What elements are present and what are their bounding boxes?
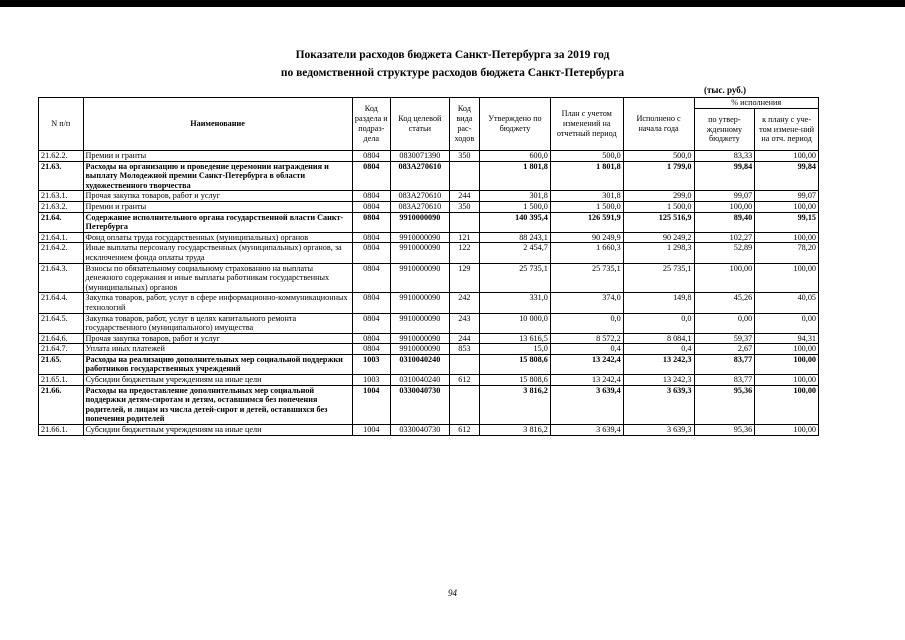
cell-type: 243 (449, 313, 479, 333)
cell-pct-plan: 0,00 (755, 313, 819, 333)
table-row (39, 212, 819, 232)
table-row (39, 201, 819, 212)
cell-name: Содержание исполнительного органа государственной власти Санкт-Петербурга (83, 212, 352, 232)
table-row (39, 191, 819, 202)
header-pct-approved: по утвер-жденному бюджету (694, 109, 755, 151)
cell-executed: 0,0 (623, 313, 694, 333)
table-row (39, 344, 819, 355)
cell-approved: 88 243,1 (480, 232, 551, 243)
cell-type (449, 354, 479, 374)
cell-target: 9910000090 (391, 212, 450, 232)
cell-pct-approved: 99,07 (694, 191, 755, 202)
budget-table (38, 97, 819, 436)
cell-section: 0804 (352, 191, 390, 202)
cell-plan: 3 639,4 (550, 385, 623, 424)
cell-section: 1003 (352, 354, 390, 374)
cell-name: Расходы на организацию и проведение церемонии награждения и выплату Молодежной премии Санкт-Петербурга в области художественного творчества (83, 161, 352, 191)
table-row (39, 354, 819, 374)
cell-pct-approved: 83,77 (694, 354, 755, 374)
cell-pct-plan: 100,00 (755, 263, 819, 293)
cell-target: 9910000090 (391, 333, 450, 344)
cell-target: 0830071390 (391, 151, 450, 162)
cell-pct-plan: 100,00 (755, 201, 819, 212)
cell-approved: 1 500,0 (480, 201, 551, 212)
cell-executed: 1 500,0 (623, 201, 694, 212)
cell-executed: 299,0 (623, 191, 694, 202)
cell-pct-approved: 45,26 (694, 293, 755, 313)
cell-name: Закупка товаров, работ, услуг в целях капитального ремонта государственного (муниципального) имущества (83, 313, 352, 333)
cell-pct-approved: 99,84 (694, 161, 755, 191)
cell-executed: 149,8 (623, 293, 694, 313)
cell-target: 9910000090 (391, 243, 450, 263)
table-row (39, 151, 819, 162)
cell-name: Взносы по обязательному социальному страхованию на выплаты денежного содержания и иные выплаты работникам государственных (муниципальных) органов (83, 263, 352, 293)
cell-num: 21.65.1. (39, 375, 84, 386)
cell-type: 853 (449, 344, 479, 355)
cell-executed: 3 639,3 (623, 385, 694, 424)
cell-plan: 13 242,4 (550, 354, 623, 374)
cell-num: 21.64.6. (39, 333, 84, 344)
cell-approved: 301,8 (480, 191, 551, 202)
cell-executed: 25 735,1 (623, 263, 694, 293)
cell-executed: 500,0 (623, 151, 694, 162)
cell-type (449, 161, 479, 191)
header-section: Код раздела и подраз-дела (352, 98, 390, 151)
cell-executed: 1 298,3 (623, 243, 694, 263)
cell-type (449, 385, 479, 424)
cell-plan: 1 801,8 (550, 161, 623, 191)
cell-section: 0804 (352, 263, 390, 293)
cell-pct-approved: 100,00 (694, 201, 755, 212)
cell-section: 0804 (352, 201, 390, 212)
cell-executed: 3 639,3 (623, 425, 694, 436)
cell-plan: 374,0 (550, 293, 623, 313)
table-row (39, 425, 819, 436)
cell-approved: 15,0 (480, 344, 551, 355)
cell-section: 0804 (352, 313, 390, 333)
cell-num: 21.65. (39, 354, 84, 374)
cell-approved: 3 816,2 (480, 425, 551, 436)
cell-section: 0804 (352, 293, 390, 313)
cell-pct-approved: 89,40 (694, 212, 755, 232)
cell-target: 9910000090 (391, 344, 450, 355)
cell-num: 21.62.2. (39, 151, 84, 162)
cell-pct-plan: 100,00 (755, 344, 819, 355)
cell-approved: 1 801,8 (480, 161, 551, 191)
cell-name: Уплата иных платежей (83, 344, 352, 355)
cell-plan: 13 242,4 (550, 375, 623, 386)
header-percent-group: % исполнения (694, 98, 819, 109)
cell-pct-approved: 83,77 (694, 375, 755, 386)
cell-executed: 125 516,9 (623, 212, 694, 232)
cell-target: 9910000090 (391, 313, 450, 333)
cell-plan: 0,0 (550, 313, 623, 333)
cell-pct-approved: 95,36 (694, 385, 755, 424)
cell-section: 0804 (352, 344, 390, 355)
cell-section: 0804 (352, 212, 390, 232)
header-pct-plan: к плану с уче-том измене-ний на отч. период (755, 109, 819, 151)
cell-plan: 25 735,1 (550, 263, 623, 293)
cell-approved: 3 816,2 (480, 385, 551, 424)
cell-plan: 126 591,9 (550, 212, 623, 232)
cell-executed: 1 799,0 (623, 161, 694, 191)
cell-pct-plan: 99,15 (755, 212, 819, 232)
cell-approved: 600,0 (480, 151, 551, 162)
cell-num: 21.63. (39, 161, 84, 191)
cell-executed: 90 249,2 (623, 232, 694, 243)
cell-plan: 500,0 (550, 151, 623, 162)
cell-executed: 0,4 (623, 344, 694, 355)
cell-name: Прочая закупка товаров, работ и услуг (83, 333, 352, 344)
cell-num: 21.64.1. (39, 232, 84, 243)
table-row (39, 293, 819, 313)
cell-approved: 2 454,7 (480, 243, 551, 263)
cell-name: Фонд оплаты труда государственных (муниципальных) органов (83, 232, 352, 243)
cell-target: 0330040730 (391, 385, 450, 424)
cell-name: Премии и гранты (83, 201, 352, 212)
table-row (39, 243, 819, 263)
cell-pct-approved: 83,33 (694, 151, 755, 162)
cell-type: 244 (449, 191, 479, 202)
cell-name: Субсидии бюджетным учреждениям на иные цели (83, 375, 352, 386)
cell-approved: 10 000,0 (480, 313, 551, 333)
cell-section: 0804 (352, 161, 390, 191)
cell-num: 21.64.5. (39, 313, 84, 333)
header-type: Код вида рас-ходов (449, 98, 479, 151)
cell-target: 0330040730 (391, 425, 450, 436)
cell-pct-plan: 99,84 (755, 161, 819, 191)
table-row (39, 313, 819, 333)
cell-type (449, 212, 479, 232)
page-number: 94 (448, 588, 457, 598)
page-subtitle: по ведомственной структуре расходов бюджета Санкт-Петербурга (280, 67, 625, 79)
cell-approved: 15 808,6 (480, 375, 551, 386)
cell-pct-plan: 100,00 (755, 425, 819, 436)
cell-pct-plan: 99,07 (755, 191, 819, 202)
cell-pct-plan: 100,00 (755, 151, 819, 162)
cell-name: Иные выплаты персоналу государственных (муниципальных) органов, за исключением фонда оплаты труда (83, 243, 352, 263)
cell-type: 122 (449, 243, 479, 263)
cell-plan: 3 639,4 (550, 425, 623, 436)
cell-approved: 25 735,1 (480, 263, 551, 293)
cell-pct-plan: 94,31 (755, 333, 819, 344)
header-executed: Исполнено с начала года (623, 98, 694, 151)
table-row (39, 375, 819, 386)
cell-approved: 13 616,5 (480, 333, 551, 344)
cell-section: 0804 (352, 232, 390, 243)
cell-section: 1004 (352, 425, 390, 436)
header-target: Код целевой статьи (391, 98, 450, 151)
cell-pct-approved: 95,36 (694, 425, 755, 436)
cell-num: 21.64.2. (39, 243, 84, 263)
cell-pct-plan: 100,00 (755, 354, 819, 374)
cell-target: 9910000090 (391, 263, 450, 293)
cell-target: 083А270610 (391, 161, 450, 191)
cell-num: 21.63.2. (39, 201, 84, 212)
cell-target: 0310040240 (391, 354, 450, 374)
cell-section: 1003 (352, 375, 390, 386)
cell-num: 21.64. (39, 212, 84, 232)
cell-pct-approved: 102,27 (694, 232, 755, 243)
cell-name: Закупка товаров, работ, услуг в сфере информационно-коммуникационных технологий (83, 293, 352, 313)
cell-executed: 13 242,3 (623, 375, 694, 386)
cell-type: 612 (449, 425, 479, 436)
cell-executed: 8 084,1 (623, 333, 694, 344)
cell-section: 0804 (352, 151, 390, 162)
cell-section: 0804 (352, 243, 390, 263)
cell-target: 9910000090 (391, 232, 450, 243)
page-title: Показатели расходов бюджета Санкт-Петербурга за 2019 год (295, 49, 610, 61)
cell-num: 21.64.4. (39, 293, 84, 313)
table-row (39, 161, 819, 191)
cell-type: 612 (449, 375, 479, 386)
cell-type: 121 (449, 232, 479, 243)
cell-num: 21.66.1. (39, 425, 84, 436)
cell-pct-plan: 40,05 (755, 293, 819, 313)
header-approved: Утверждено по бюджету (480, 98, 551, 151)
scan-border (0, 0, 905, 7)
cell-name: Субсидии бюджетным учреждениям на иные цели (83, 425, 352, 436)
units-label: (тыс. руб.) (704, 85, 746, 95)
cell-target: 083А270610 (391, 191, 450, 202)
cell-type: 350 (449, 151, 479, 162)
cell-plan: 90 249,9 (550, 232, 623, 243)
cell-num: 21.63.1. (39, 191, 84, 202)
cell-num: 21.64.3. (39, 263, 84, 293)
cell-type: 129 (449, 263, 479, 293)
cell-approved: 15 808,6 (480, 354, 551, 374)
cell-plan: 8 572,2 (550, 333, 623, 344)
cell-pct-approved: 52,89 (694, 243, 755, 263)
cell-type: 350 (449, 201, 479, 212)
header-name: Наименование (83, 98, 352, 151)
cell-executed: 13 242,3 (623, 354, 694, 374)
cell-name: Прочая закупка товаров, работ и услуг (83, 191, 352, 202)
header-num: N п/п (39, 98, 84, 151)
table-row (39, 263, 819, 293)
cell-pct-approved: 59,37 (694, 333, 755, 344)
cell-approved: 331,0 (480, 293, 551, 313)
cell-section: 0804 (352, 333, 390, 344)
cell-target: 0310040240 (391, 375, 450, 386)
table-row (39, 232, 819, 243)
cell-pct-approved: 100,00 (694, 263, 755, 293)
cell-name: Расходы на реализацию дополнительных мер социальной поддержки работников государственных учреждений (83, 354, 352, 374)
cell-pct-approved: 2,67 (694, 344, 755, 355)
cell-type: 242 (449, 293, 479, 313)
header-plan: План с учетом изменений на отчетный период (550, 98, 623, 151)
cell-name: Расходы на предоставление дополнительных мер социальной поддержки детям-сиротам и детям, оставшимся без попечения родителей, и лицам из числа детей-сирот и детей, оставшихся без попечения родителей (83, 385, 352, 424)
cell-plan: 1 660,3 (550, 243, 623, 263)
cell-pct-plan: 100,00 (755, 385, 819, 424)
table-row (39, 333, 819, 344)
cell-type: 244 (449, 333, 479, 344)
cell-pct-plan: 78,20 (755, 243, 819, 263)
cell-pct-plan: 100,00 (755, 232, 819, 243)
cell-approved: 140 395,4 (480, 212, 551, 232)
cell-name: Премии и гранты (83, 151, 352, 162)
table-row (39, 385, 819, 424)
cell-num: 21.64.7. (39, 344, 84, 355)
cell-target: 9910000090 (391, 293, 450, 313)
table-body (39, 151, 819, 436)
cell-plan: 301,8 (550, 191, 623, 202)
cell-pct-approved: 0,00 (694, 313, 755, 333)
cell-plan: 0,4 (550, 344, 623, 355)
cell-plan: 1 500,0 (550, 201, 623, 212)
cell-pct-plan: 100,00 (755, 375, 819, 386)
cell-section: 1004 (352, 385, 390, 424)
cell-num: 21.66. (39, 385, 84, 424)
cell-target: 083А270610 (391, 201, 450, 212)
